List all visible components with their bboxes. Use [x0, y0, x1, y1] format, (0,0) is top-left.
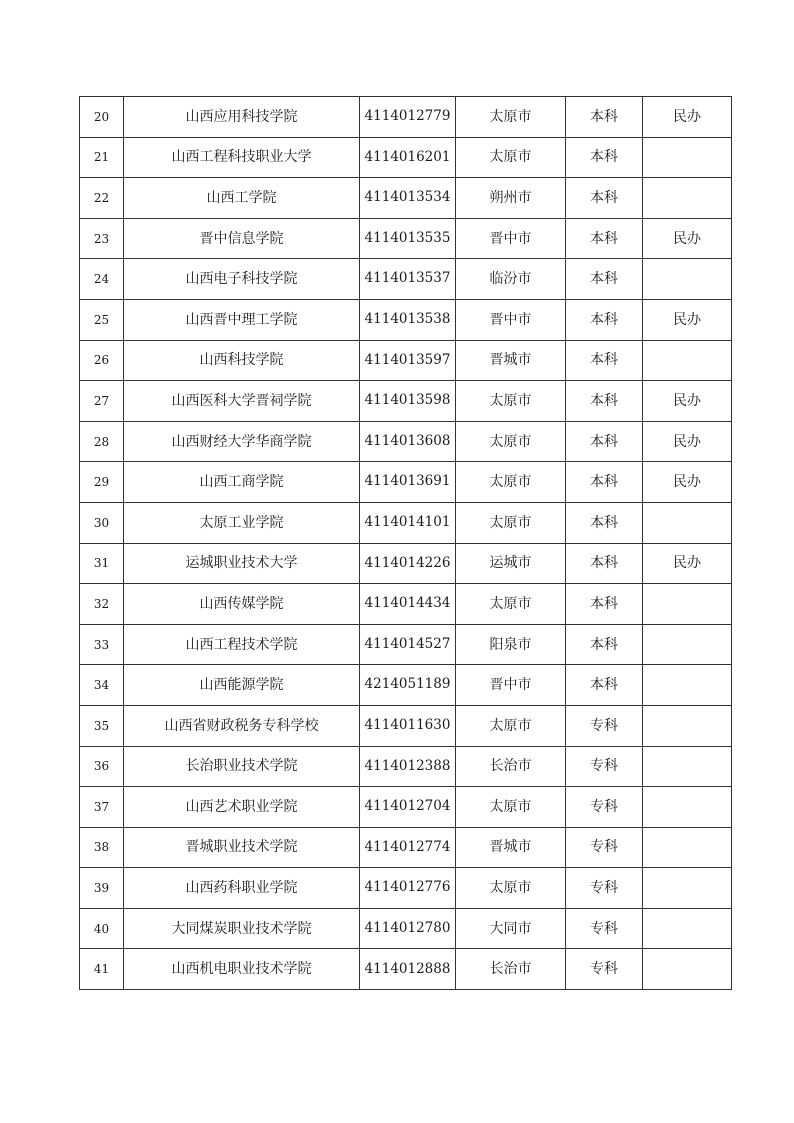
city-cell: 晋城市: [456, 827, 566, 868]
institution-name-cell: 长治职业技术学院: [124, 746, 360, 787]
institution-code-cell: 4114014226: [360, 543, 456, 584]
institution-name-cell: 山西应用科技学院: [124, 97, 360, 138]
table-row: [80, 908, 732, 949]
education-level-cell: 专科: [566, 787, 643, 828]
ownership-type-cell: [643, 705, 732, 746]
table-row: [80, 624, 732, 665]
row-number-cell: 35: [80, 705, 124, 746]
ownership-type-cell: [643, 827, 732, 868]
city-cell: 太原市: [456, 705, 566, 746]
institution-code-cell: 4114014527: [360, 624, 456, 665]
ownership-type-cell: [643, 259, 732, 300]
institution-name-cell: 晋中信息学院: [124, 218, 360, 259]
education-level-cell: 本科: [566, 299, 643, 340]
ownership-type-cell: 民办: [643, 543, 732, 584]
education-level-cell: 专科: [566, 827, 643, 868]
row-number-cell: 21: [80, 137, 124, 178]
education-level-cell: 本科: [566, 218, 643, 259]
ownership-type-cell: [643, 624, 732, 665]
table-row: [80, 218, 732, 259]
row-number-cell: 28: [80, 421, 124, 462]
institution-code-cell: 4114012780: [360, 908, 456, 949]
table-row: [80, 868, 732, 909]
table-row: [80, 462, 732, 503]
row-number-cell: 38: [80, 827, 124, 868]
institution-name-cell: 太原工业学院: [124, 502, 360, 543]
ownership-type-cell: [643, 949, 732, 990]
city-cell: 太原市: [456, 502, 566, 543]
city-cell: 太原市: [456, 381, 566, 422]
city-cell: 大同市: [456, 908, 566, 949]
institution-name-cell: 山西工学院: [124, 178, 360, 219]
ownership-type-cell: 民办: [643, 97, 732, 138]
table-row: [80, 827, 732, 868]
institution-name-cell: 山西工商学院: [124, 462, 360, 503]
row-number-cell: 25: [80, 299, 124, 340]
education-level-cell: 本科: [566, 665, 643, 706]
institution-code-cell: 4114013534: [360, 178, 456, 219]
table-row: [80, 137, 732, 178]
table-row: [80, 421, 732, 462]
row-number-cell: 31: [80, 543, 124, 584]
institution-name-cell: 山西科技学院: [124, 340, 360, 381]
table-row: [80, 178, 732, 219]
table-row: [80, 746, 732, 787]
institution-name-cell: 大同煤炭职业技术学院: [124, 908, 360, 949]
institution-code-cell: 4114014434: [360, 584, 456, 625]
institution-name-cell: 山西能源学院: [124, 665, 360, 706]
institution-table: [79, 96, 732, 990]
education-level-cell: 本科: [566, 137, 643, 178]
city-cell: 朔州市: [456, 178, 566, 219]
city-cell: 晋中市: [456, 665, 566, 706]
ownership-type-cell: 民办: [643, 421, 732, 462]
institution-name-cell: 山西传媒学院: [124, 584, 360, 625]
ownership-type-cell: [643, 787, 732, 828]
table-row: [80, 665, 732, 706]
education-level-cell: 本科: [566, 259, 643, 300]
education-level-cell: 本科: [566, 97, 643, 138]
education-level-cell: 本科: [566, 624, 643, 665]
education-level-cell: 专科: [566, 746, 643, 787]
city-cell: 太原市: [456, 421, 566, 462]
institution-name-cell: 山西晋中理工学院: [124, 299, 360, 340]
education-level-cell: 本科: [566, 462, 643, 503]
row-number-cell: 23: [80, 218, 124, 259]
ownership-type-cell: [643, 665, 732, 706]
education-level-cell: 本科: [566, 502, 643, 543]
education-level-cell: 专科: [566, 908, 643, 949]
education-level-cell: 专科: [566, 705, 643, 746]
table-row: [80, 299, 732, 340]
city-cell: 太原市: [456, 462, 566, 503]
institution-name-cell: 山西机电职业技术学院: [124, 949, 360, 990]
city-cell: 晋中市: [456, 299, 566, 340]
institution-code-cell: 4114012388: [360, 746, 456, 787]
city-cell: 太原市: [456, 787, 566, 828]
education-level-cell: 专科: [566, 949, 643, 990]
institution-name-cell: 山西财经大学华商学院: [124, 421, 360, 462]
row-number-cell: 22: [80, 178, 124, 219]
ownership-type-cell: [643, 908, 732, 949]
table-row: [80, 259, 732, 300]
row-number-cell: 32: [80, 584, 124, 625]
institution-name-cell: 山西艺术职业学院: [124, 787, 360, 828]
institution-code-cell: 4114013537: [360, 259, 456, 300]
ownership-type-cell: [643, 340, 732, 381]
row-number-cell: 34: [80, 665, 124, 706]
institution-code-cell: 4114014101: [360, 502, 456, 543]
institution-code-cell: 4114013608: [360, 421, 456, 462]
ownership-type-cell: 民办: [643, 381, 732, 422]
city-cell: 太原市: [456, 868, 566, 909]
table-row: [80, 543, 732, 584]
table-row: [80, 381, 732, 422]
row-number-cell: 30: [80, 502, 124, 543]
institution-code-cell: 4114012776: [360, 868, 456, 909]
education-level-cell: 本科: [566, 381, 643, 422]
institution-code-cell: 4114013598: [360, 381, 456, 422]
institution-code-cell: 4114016201: [360, 137, 456, 178]
table-row: [80, 787, 732, 828]
city-cell: 阳泉市: [456, 624, 566, 665]
institution-code-cell: 4114012779: [360, 97, 456, 138]
education-level-cell: 本科: [566, 543, 643, 584]
row-number-cell: 29: [80, 462, 124, 503]
institution-name-cell: 山西工程技术学院: [124, 624, 360, 665]
row-number-cell: 20: [80, 97, 124, 138]
institution-name-cell: 晋城职业技术学院: [124, 827, 360, 868]
table-row: [80, 97, 732, 138]
city-cell: 临汾市: [456, 259, 566, 300]
table-row: [80, 949, 732, 990]
row-number-cell: 41: [80, 949, 124, 990]
education-level-cell: 本科: [566, 178, 643, 219]
education-level-cell: 专科: [566, 868, 643, 909]
institution-code-cell: 4114013538: [360, 299, 456, 340]
row-number-cell: 39: [80, 868, 124, 909]
city-cell: 晋中市: [456, 218, 566, 259]
row-number-cell: 37: [80, 787, 124, 828]
table-row: [80, 502, 732, 543]
ownership-type-cell: [643, 502, 732, 543]
city-cell: 运城市: [456, 543, 566, 584]
ownership-type-cell: [643, 746, 732, 787]
institution-table-body: [80, 97, 732, 990]
ownership-type-cell: 民办: [643, 218, 732, 259]
institution-name-cell: 山西省财政税务专科学校: [124, 705, 360, 746]
institution-code-cell: 4114013535: [360, 218, 456, 259]
row-number-cell: 33: [80, 624, 124, 665]
education-level-cell: 本科: [566, 584, 643, 625]
table-row: [80, 340, 732, 381]
institution-name-cell: 山西药科职业学院: [124, 868, 360, 909]
institution-code-cell: 4214051189: [360, 665, 456, 706]
institution-code-cell: 4114012704: [360, 787, 456, 828]
institution-name-cell: 运城职业技术大学: [124, 543, 360, 584]
row-number-cell: 40: [80, 908, 124, 949]
institution-code-cell: 4114013597: [360, 340, 456, 381]
ownership-type-cell: [643, 178, 732, 219]
education-level-cell: 本科: [566, 421, 643, 462]
city-cell: 太原市: [456, 97, 566, 138]
institution-code-cell: 4114012774: [360, 827, 456, 868]
city-cell: 长治市: [456, 746, 566, 787]
city-cell: 太原市: [456, 584, 566, 625]
table-row: [80, 584, 732, 625]
institution-code-cell: 4114011630: [360, 705, 456, 746]
ownership-type-cell: [643, 137, 732, 178]
row-number-cell: 24: [80, 259, 124, 300]
city-cell: 晋城市: [456, 340, 566, 381]
ownership-type-cell: [643, 868, 732, 909]
row-number-cell: 26: [80, 340, 124, 381]
ownership-type-cell: 民办: [643, 299, 732, 340]
city-cell: 太原市: [456, 137, 566, 178]
institution-name-cell: 山西工程科技职业大学: [124, 137, 360, 178]
row-number-cell: 27: [80, 381, 124, 422]
institution-code-cell: 4114013691: [360, 462, 456, 503]
institution-name-cell: 山西医科大学晋祠学院: [124, 381, 360, 422]
ownership-type-cell: [643, 584, 732, 625]
table-row: [80, 705, 732, 746]
row-number-cell: 36: [80, 746, 124, 787]
ownership-type-cell: 民办: [643, 462, 732, 503]
institution-name-cell: 山西电子科技学院: [124, 259, 360, 300]
city-cell: 长治市: [456, 949, 566, 990]
education-level-cell: 本科: [566, 340, 643, 381]
institution-code-cell: 4114012888: [360, 949, 456, 990]
